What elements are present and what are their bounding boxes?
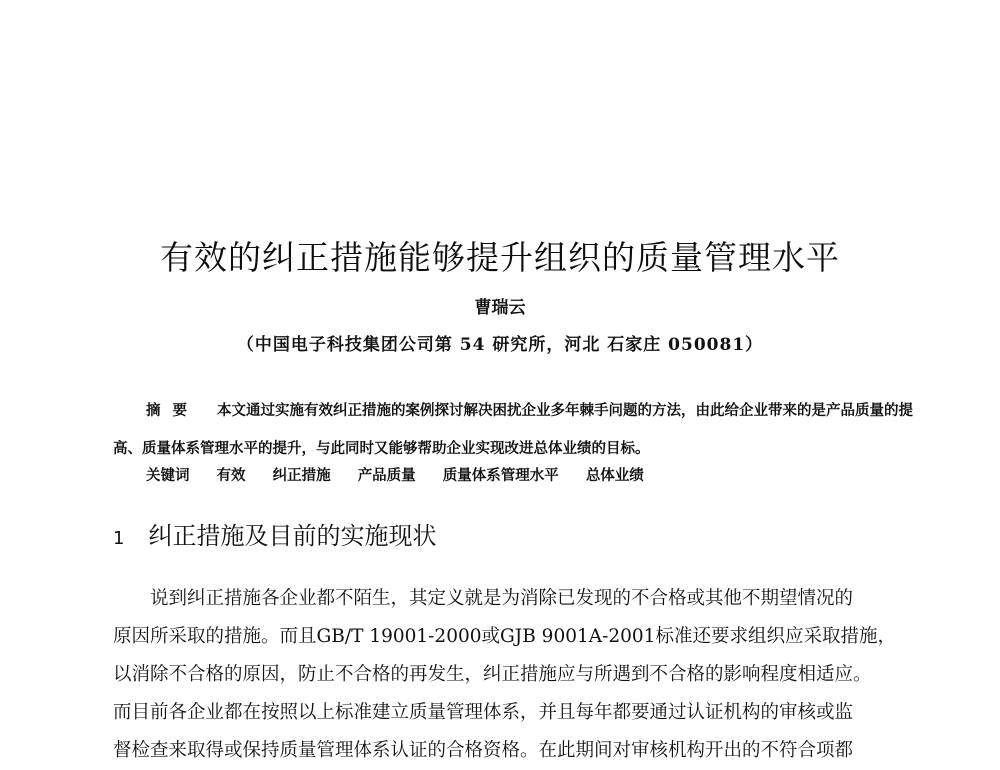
- body-line: 而目前各企业都在按照以上标准建立质量管理体系，并且每年都要通过认证机构的审核或监: [113, 702, 854, 723]
- section-title: 纠正措施及目前的实施现状: [148, 522, 437, 550]
- keywords: [146, 464, 666, 485]
- body-line: 原因所采取的措施。而且GB/T 19001-2000或GJB 9001A-2001标准还要求组织应采取措施，: [113, 626, 896, 647]
- section-number: 1: [113, 528, 125, 549]
- body-line: 以消除不合格的原因，防止不合格的再发生，纠正措施应与所遇到不合格的影响程度相适应。: [113, 664, 872, 685]
- keyword: 质量体系管理水平: [442, 467, 559, 484]
- keyword: 产品质量: [357, 467, 416, 484]
- abstract-text: 本文通过实施有效纠正措施的案例探讨解决困扰企业多年棘手问题的方法，由此给企业带来的是产品质量的提高、质量体系管理水平的提升，与此同时又能够帮助企业实现改进总体业绩的目标。: [113, 402, 913, 457]
- keywords-label: 关键词: [146, 467, 190, 484]
- keyword: 纠正措施: [272, 467, 331, 484]
- body-line: 督检查来取得或保持质量管理体系认证的合格资格。在此期间对审核机构开出的不符合项都: [113, 740, 854, 761]
- author-affiliation: （中国电子科技集团公司第 54 研究所，河北 石家庄 050081）: [236, 335, 764, 355]
- paper-title: 有效的纠正措施能够提升组织的质量管理水平: [160, 238, 840, 277]
- keyword: 有效: [216, 467, 246, 484]
- author-name: 曹瑞云: [474, 298, 526, 318]
- body-paragraph: [113, 580, 913, 770]
- section-heading: [113, 516, 436, 551]
- body-line: 说到纠正措施各企业都不陌生，其定义就是为消除已发现的不合格或其他不期望情况的: [150, 588, 854, 609]
- keyword: 总体业绩: [585, 467, 644, 484]
- abstract: [113, 392, 913, 468]
- abstract-label: 摘要: [146, 402, 199, 419]
